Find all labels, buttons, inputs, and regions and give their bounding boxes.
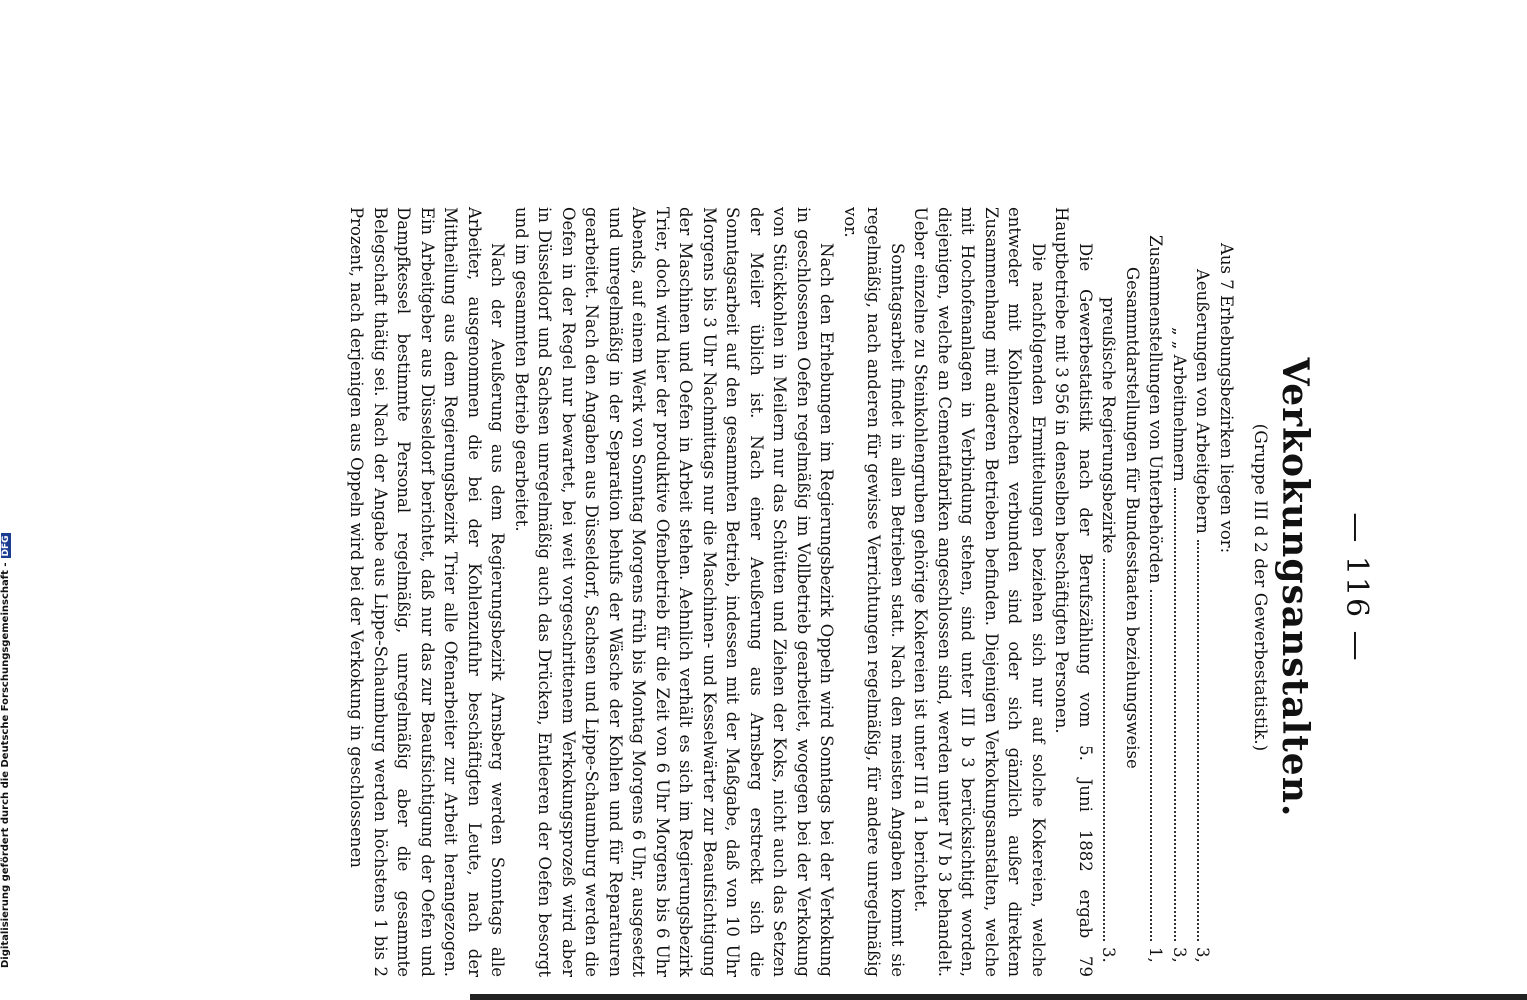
list-item-label: „ „ Arbeitnehmern	[1170, 327, 1189, 482]
list-item	[1168, 207, 1192, 977]
list-item	[1097, 207, 1121, 977]
paragraph: Nach den Erhebungen im Regierungsbezirk Oppeln wird Sonntags bei der Verkokung in geschlossenen Oefen regelmäßig im Vollbetrieb gearbeitet, wogegen bei der Verkokung von Stückkohlen in Meilern nur das Schütten und Ziehen der Koks, nicht auch das Setzen der Meiler üblich ist. Nach einer Aeußerung aus Arnsberg erstreckt sich die Sonntagsarbeit auf den gesammten Betrieb, indessen mit der Maßgabe, daß von 10 Uhr Morgens bis 3 Uhr Nachmittags nur die Maschinen- und Kesselwärter zur Beaufsichtigung der Maschinen und Oefen in Arbeit stehen. Aehnlich verhält es sich im Regierungsbezirk Trier, doch wird hier der produktive Ofenbetrieb für die Zeit von 6 Uhr Morgens bis 6 Uhr Abends, auf einem Werk von Sonntag Morgens früh bis Montag Morgens 6 Uhr, ausgesetzt und unregelmäßig in der Separation behufs der Wäsche der Kohlen und für Reparaturen gearbeitet. Nach den Angaben aus Düsseldorf, Sachsen und Lippe-Schaumburg werden die Oefen in der Regel nur bewartet, bei weit vorgeschrittenem Verkokungsprozeß wird aber in Düsseldorf und Sachsen unregelmäßig auch das Drücken, Entleeren der Oefen besorgt und im gesammten Betrieb gearbeitet.	[512, 207, 837, 977]
page-subtitle: (Gruppe III d 2 der Gewerbestatistik.)	[1250, 423, 1270, 752]
list-item-label: Gesammtdarstellungen für Bundesstaaten beziehungsweise	[1123, 267, 1142, 769]
paragraph: Die nachfolgenden Ermittelungen beziehen sich nur auf solche Kokereien, welche entweder mit Kohlenzechen verbunden sind oder sich gänzlich außer direktem Zusammenhang mit anderen Betrieben befinden. Diejenigen Verkokungsanstalten, welche mit Hochofenanlagen in Verbindung stehen, sind unter III b 3 berücksichtigt worden, diejenigen, welche an Cementfabriken angeschlossen sind, werden unter IV b 3 behandelt. Ueber einzelne zu Steinkohlengruben gehörige Kokereien ist unter III a 1 berichtet.	[911, 207, 1048, 977]
body-text	[345, 207, 1238, 977]
scan-shadow-edge	[470, 994, 1527, 1000]
leader-dots	[1198, 540, 1200, 941]
intro-line: Aus 7 Erhebungsbezirken liegen vor:	[1217, 243, 1236, 554]
list-item-label: Zusammenstellungen von Unterbehörden	[1146, 235, 1166, 584]
list-item-value: 3.	[1099, 947, 1119, 963]
list-item-value: 1,	[1146, 947, 1166, 963]
leader-dots	[1174, 488, 1176, 941]
source-list	[1097, 207, 1215, 977]
paragraph: Die Gewerbestatistik nach der Berufszählung vom 5. Juni 1882 ergab 79 Hauptbetriebe mit 3 956 in denselben beschäftigten Personen.	[1052, 207, 1095, 977]
list-item	[1121, 207, 1145, 977]
digitization-credit	[0, 535, 14, 968]
list-item-value: 3,	[1193, 947, 1213, 963]
list-item-label: preußische Regierungsbezirke	[1099, 297, 1119, 554]
list-item	[1144, 207, 1168, 977]
rotated-page-content	[268, 195, 1388, 980]
leader-dots	[1151, 590, 1153, 941]
page-number: — 116 —	[1339, 512, 1374, 663]
leader-dots	[1104, 559, 1106, 941]
paragraph: Nach der Aeußerung aus dem Regierungsbezirk Arnsberg werden Sonntags alle Arbeiter, ausgenommen die bei der Kohlenzufuhr beschäftigten Leute, nach der Mittheilung aus dem Regierungsbezirk Trier alle Ofenarbeiter zur Arbeit herangezogen. Ein Arbeitgeber aus Düsseldorf berichtet, daß nur das zur Beaufsichtigung der Oefen und Dampfkessel bestimmte Personal regelmäßig, unregelmäßig aber die gesammte Belegschaft thätig sei. Nach der Angabe aus Lippe-Schaumburg werden höchstens 1 bis 2 Prozent, nach derjenigen aus Oppeln wird bei der Verkokung in geschlossenen	[347, 207, 508, 977]
page-title: Verkokungsanstalten.	[1274, 357, 1316, 818]
paragraphs	[345, 207, 1097, 977]
list-item	[1191, 207, 1215, 977]
dfg-logo: DFG	[1, 535, 11, 557]
list-item-value: 3,	[1170, 947, 1189, 963]
paragraph: Sonntagsarbeit findet in allen Betrieben statt. Nach den meisten Angaben kommt sie regelmäßig, nach anderen für gewisse Verrichtungen regelmäßig, für andere unregelmäßig vor.	[841, 207, 907, 977]
credit-text: Digitalisierung gefördert durch die Deutsche Forschungsgemeinschaft -	[0, 562, 11, 968]
list-item-label: Aeußerungen von Arbeitgebern	[1193, 269, 1213, 534]
